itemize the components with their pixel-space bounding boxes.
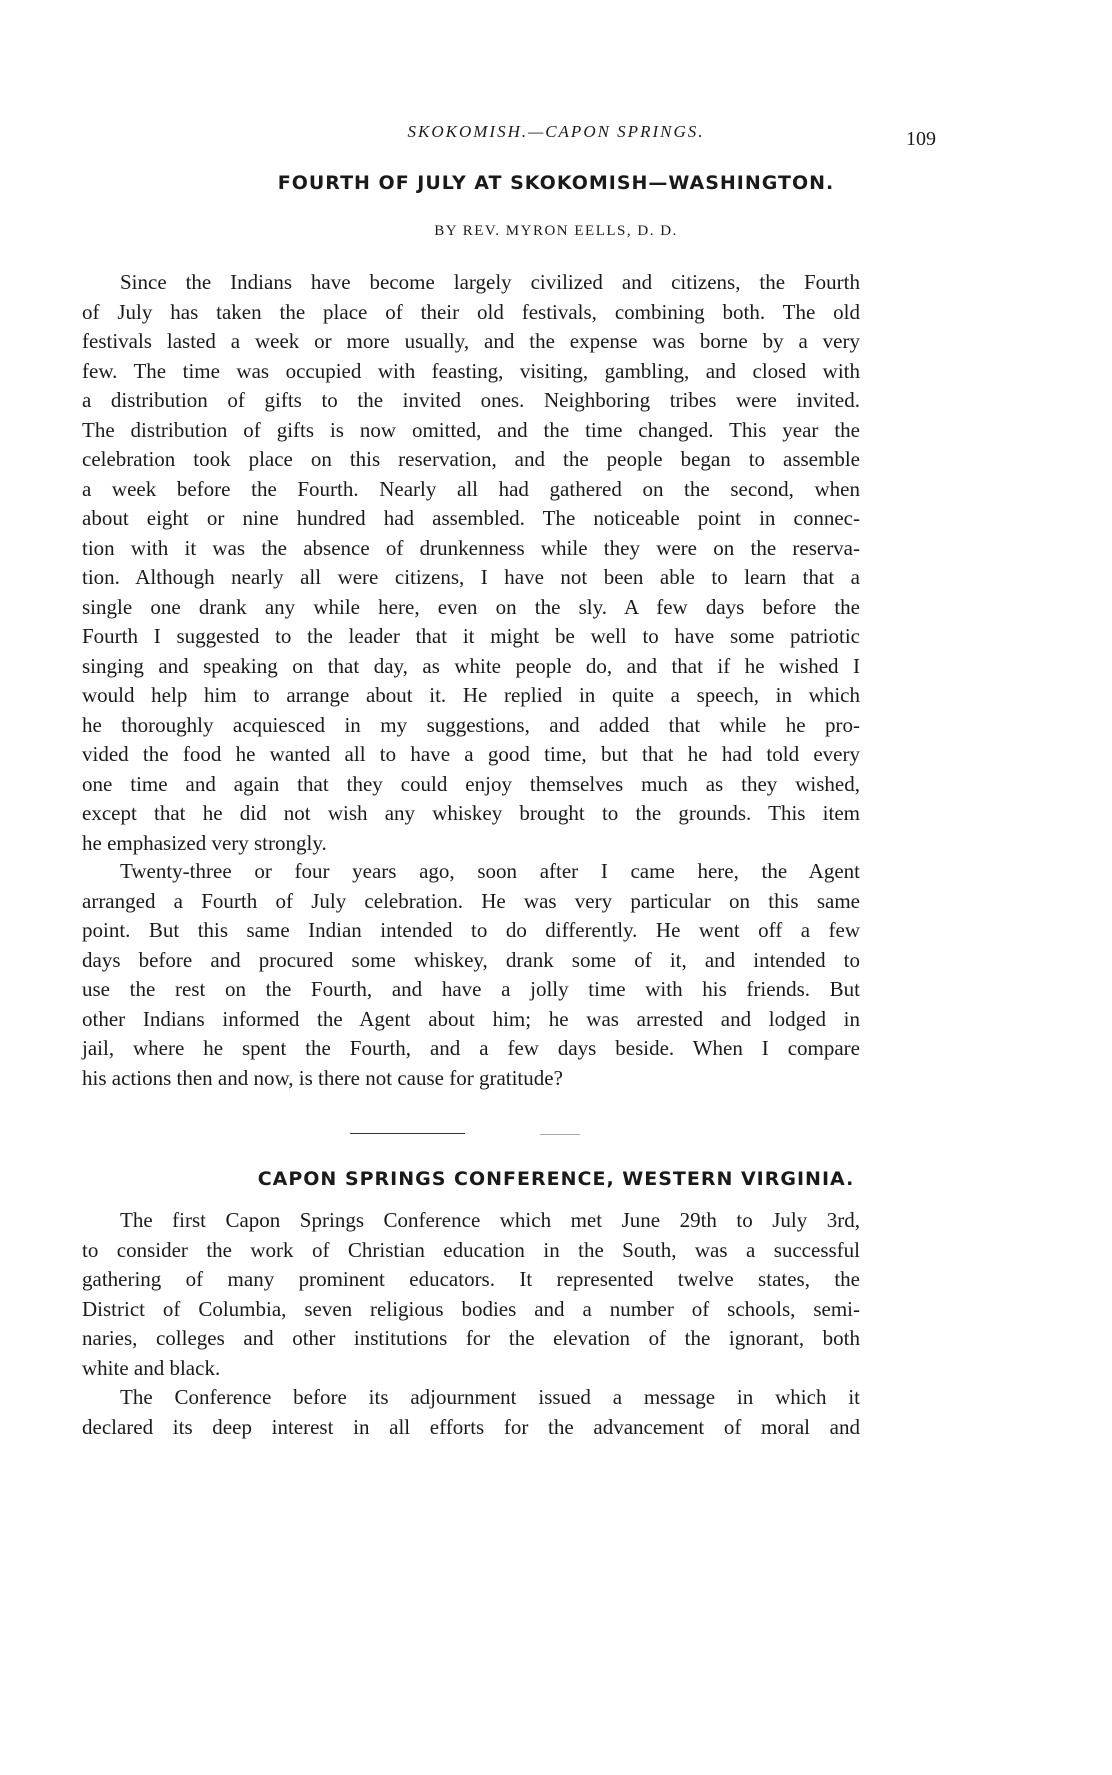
text-line: festivals lasted a week or more usually, and the expense was borne by a very [82,329,860,353]
text-line: jail, where he spent the Fourth, and a few days beside. When I compare [82,1036,860,1060]
text-line: Fourth I suggested to the leader that it might be well to have some patriotic [82,624,860,648]
text-line: tion. Although nearly all were citizens, I have not been able to learn that a [82,565,860,589]
text-line: other Indians informed the Agent about him; he was arrested and lodged in [82,1006,860,1031]
text-line: a distribution of gifts to the invited ones. Neighboring tribes were invited. [82,388,860,412]
byline: BY REV. MYRON EELLS, D. D. [434,223,678,239]
running-head: SKOKOMISH.—CAPON SPRINGS. [407,122,705,141]
paragraph [82,268,860,858]
text-line: arranged a Fourth of July celebration. He was very particular on this same [82,888,860,913]
text-line: would help him to arrange about it. He replied in quite a speech, in which [82,683,860,707]
paragraph [82,857,860,1093]
text-line: about eight or nine hundred had assembled. The noticeable point in connec- [82,506,860,530]
text-line: use the rest on the Fourth, and have a jolly time with his friends. But [82,977,860,1001]
text-line: single one drank any while here, even on the sly. A few days before the [82,594,860,619]
text-line: District of Columbia, seven religious bodies and a number of schools, semi- [82,1296,860,1321]
page-number: 109 [906,128,936,150]
text-line: except that he did not wish any whiskey brought to the grounds. This item [82,801,860,825]
paragraph [82,1206,860,1383]
text-line: singing and speaking on that day, as white people do, and that if he wished I [82,653,860,678]
section-divider-faint [540,1134,580,1135]
text-line: The Conference before its adjournment issued a message in which it [120,1385,860,1409]
text-line: few. The time was occupied with feasting, visiting, gambling, and closed with [82,358,860,383]
text-line: tion with it was the absence of drunkenness while they were on the reserva- [82,535,860,560]
text-line: to consider the work of Christian education in the South, was a successful [82,1237,860,1262]
text-line: one time and again that they could enjoy themselves much as they wished, [82,771,860,796]
article-title: FOURTH OF JULY AT SKOKOMISH—WASHINGTON. [277,172,835,194]
text-line: white and black. [82,1355,221,1380]
text-line: The first Capon Springs Conference which met June 29th to July 3rd, [120,1208,860,1232]
text-line: Since the Indians have become largely civilized and citizens, the Fourth [120,270,860,294]
text-line: The distribution of gifts is now omitted, and the time changed. This year the [82,417,860,442]
section-divider [350,1133,465,1134]
text-line: he emphasized very strongly. [82,830,327,855]
text-line: his actions then and now, is there not cause for gratitude? [82,1065,563,1090]
text-line: declared its deep interest in all efforts for the advancement of moral and [82,1414,860,1439]
text-line: gathering of many prominent educators. It represented twelve states, the [82,1267,860,1291]
text-line: he thoroughly acquiesced in my suggestions, and added that while he pro- [82,712,860,737]
text-line: Twenty-three or four years ago, soon after I came here, the Agent [120,859,860,883]
text-line: vided the food he wanted all to have a good time, but that he had told every [82,742,860,766]
article-title: CAPON SPRINGS CONFERENCE, WESTERN VIRGINIA. [257,1168,855,1190]
paragraph [82,1383,860,1442]
text-line: naries, colleges and other institutions for the elevation of the ignorant, both [82,1326,860,1350]
text-line: of July has taken the place of their old festivals, combining both. The old [82,299,860,324]
text-line: celebration took place on this reservation, and the people began to assemble [82,447,860,471]
text-line: days before and procured some whiskey, drank some of it, and intended to [82,947,860,972]
text-line: a week before the Fourth. Nearly all had gathered on the second, when [82,476,860,501]
text-line: point. But this same Indian intended to do differently. He went off a few [82,918,860,942]
